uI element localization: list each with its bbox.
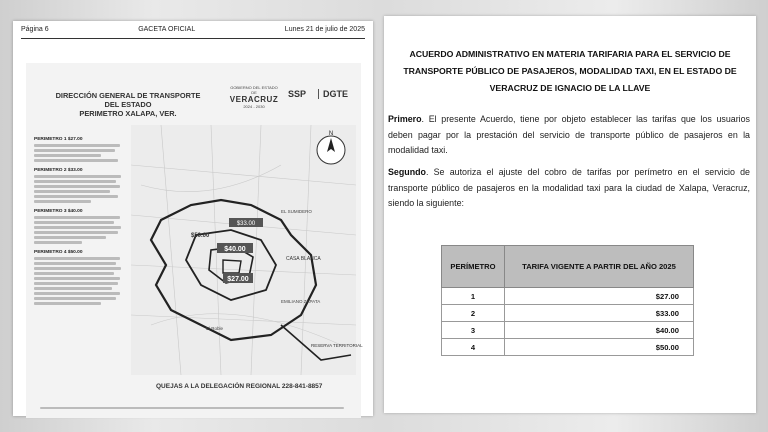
segundo-label: Segundo: [388, 167, 426, 177]
perimeter-legend: [34, 131, 129, 307]
gazette-date: Lunes 21 de julio de 2025: [284, 26, 365, 33]
table-row: [442, 288, 694, 305]
perimeter-1-heading: PERIMETRO 1 $27.00: [34, 137, 83, 142]
xalapa-perimeter-map: [131, 125, 363, 375]
cell-tarifa: $27.00: [505, 288, 694, 305]
map-footnote: [40, 405, 360, 411]
cell-perimetro: 4: [442, 339, 505, 356]
tariff-table-header: [442, 246, 694, 288]
map-label-casa-blanca: CASA BLANCA: [286, 256, 321, 262]
tariff-table: [441, 245, 694, 356]
map-document-scan: [26, 63, 361, 418]
perimeter-3-heading: PERIMETRO 3 $40.00: [34, 209, 83, 214]
map-label-reserva: RESERVA TERRITORIAL: [311, 343, 363, 348]
ssp-logo: SSP: [288, 89, 307, 99]
header-perimetro: PERÍMETRO: [442, 246, 505, 288]
cell-perimetro: 1: [442, 288, 505, 305]
cell-tarifa: $40.00: [505, 322, 694, 339]
paragraph-segundo: Segundo. Se autoriza el ajuste del cobro de tarifas por perímetro en el servicio de transporte público de pasajeros en la modalidad taxi para la ciudad de Xalapa, Veracruz, siendo la siguiente:: [388, 167, 750, 208]
cell-perimetro: 3: [442, 322, 505, 339]
complaints-phone: QUEJAS A LA DELEGACIÓN REGIONAL 228-841-8857: [156, 383, 323, 390]
table-row: [442, 322, 694, 339]
primero-label: Primero: [388, 114, 422, 124]
map-label-40: $40.00: [224, 246, 246, 253]
dgte-logo: DGTE: [318, 89, 348, 99]
header-tarifa: TARIFA VIGENTE A PARTIR DEL AÑO 2025: [505, 246, 694, 288]
agreement-title: ACUERDO ADMINISTRATIVO EN MATERIA TARIFARIA PARA EL SERVICIO DE TRANSPORTE PÚBLICO DE PASAJEROS, MODALIDAD TAXI, EN EL ESTADO DE VERACRUZ DE IGNACIO DE LA LLAVE: [403, 49, 737, 93]
gazette-page: [13, 21, 373, 416]
map-label-33: $33.00: [236, 221, 256, 227]
map-label-el-roble: El Roble: [206, 326, 224, 331]
map-label-sumidero: EL SUMIDERO: [281, 209, 312, 214]
cell-perimetro: 2: [442, 305, 505, 322]
map-label-zapata: EMILIANO ZAPATA: [281, 299, 321, 304]
map-title: DIRECCIÓN GENERAL DE TRANSPORTE DEL ESTADO PERIMETRO XALAPA, VER.: [55, 91, 201, 118]
veracruz-logo: GOBIERNO DEL ESTADO DE VERACRUZ 2024 - 2030: [229, 85, 279, 109]
table-row: [442, 339, 694, 356]
svg-text:N: N: [328, 131, 334, 137]
map-label-50: $50.00: [191, 233, 210, 239]
cell-tarifa: $33.00: [505, 305, 694, 322]
map-label-27: $27.00: [227, 276, 249, 283]
perimeter-4-heading: PERIMETRO 4 $50.00: [34, 250, 83, 255]
agreement-page: [384, 16, 756, 413]
gazette-header: [21, 26, 365, 39]
gazette-name: GACETA OFICIAL: [138, 26, 196, 33]
perimeter-2-heading: PERIMETRO 2 $33.00: [34, 168, 83, 173]
table-row: [442, 305, 694, 322]
paragraph-primero: Primero. El presente Acuerdo, tiene por objeto establecer las tarifas que los usuarios deben pagar por la prestación del servicio de transporte público de pasajeros en la modalidad taxi.: [388, 114, 750, 155]
gazette-page-number: Página 6: [21, 26, 49, 33]
cell-tarifa: $50.00: [505, 339, 694, 356]
